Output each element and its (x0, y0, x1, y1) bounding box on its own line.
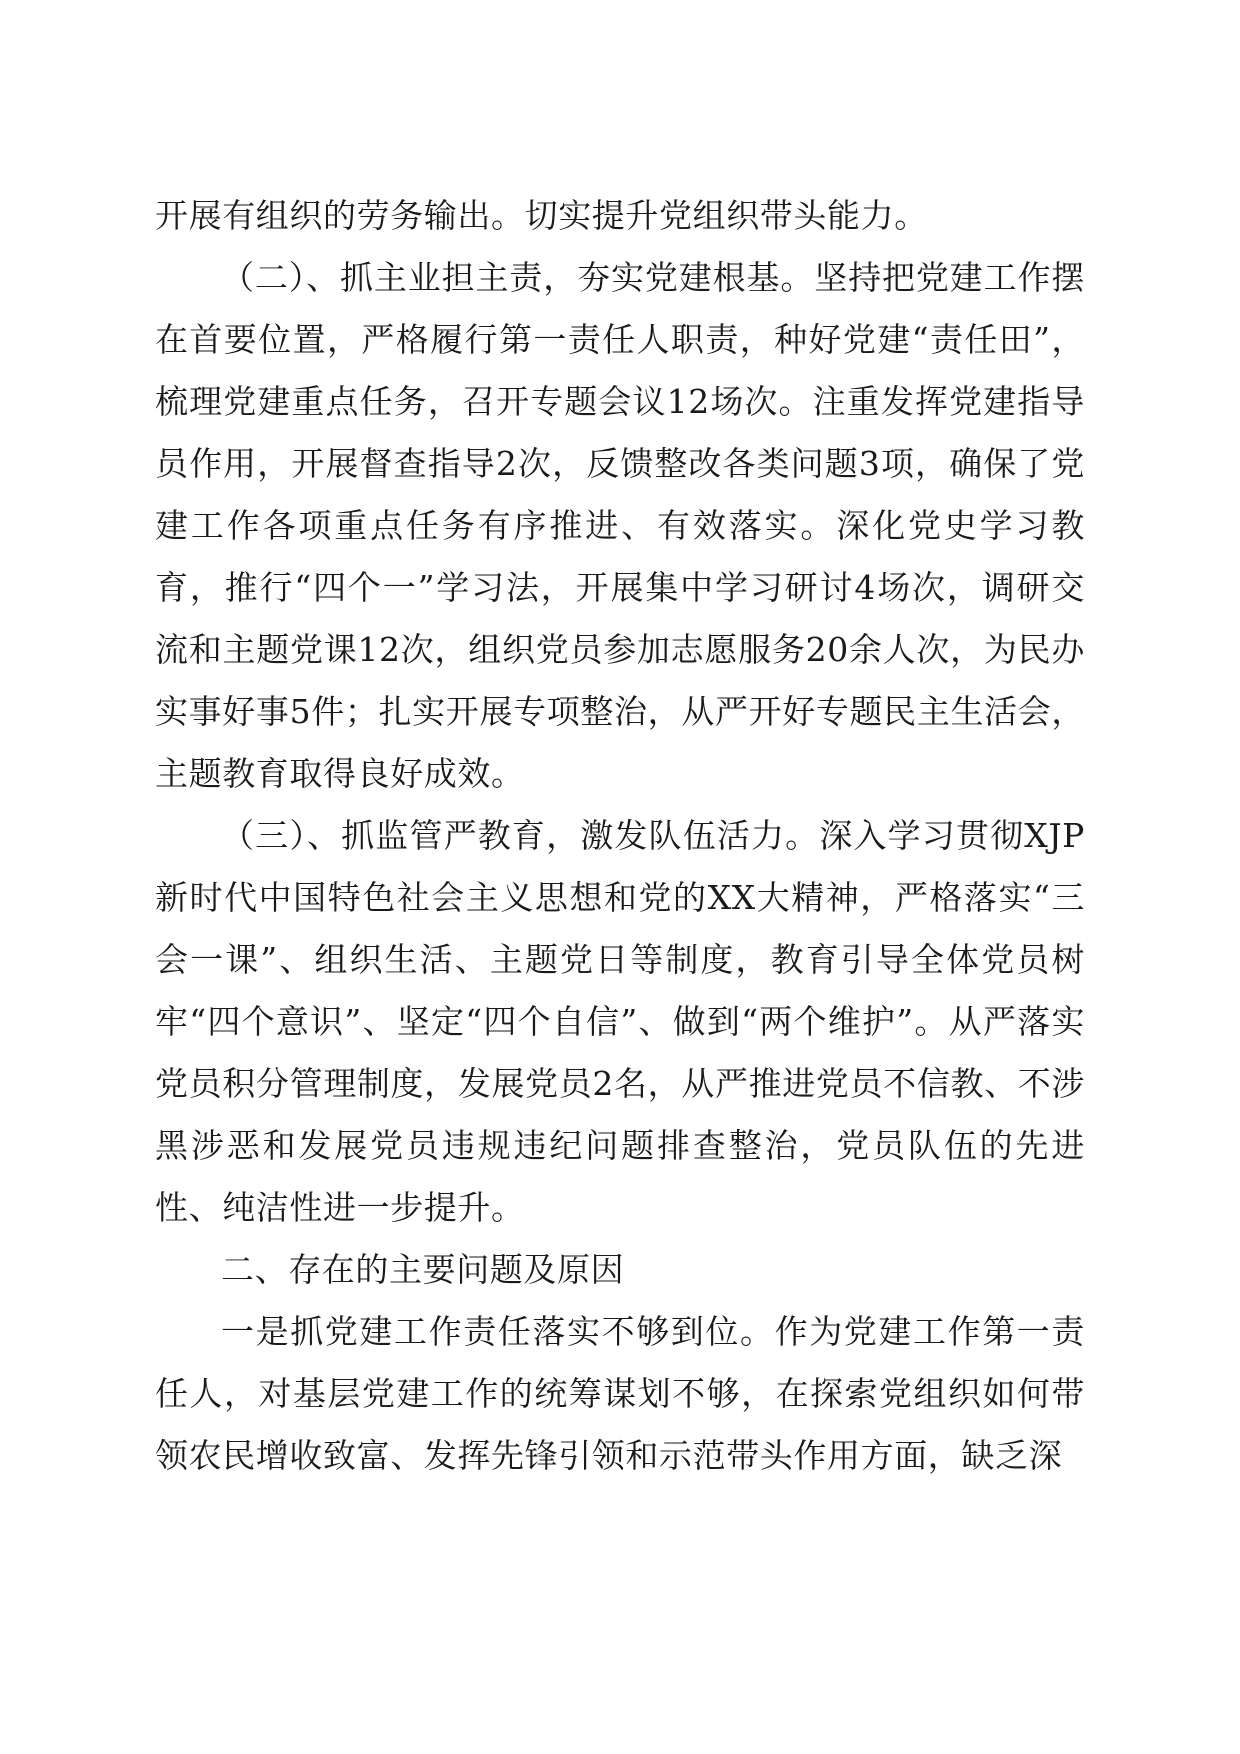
paragraph-section-two: （二）、抓主业担主责，夯实党建根基。坚持把党建工作摆在首要位置，严格履行第一责任人职责，种好党建“责任田”，梳理党建重点任务，召开专题会议12场次。注重发挥党建指导员作用，开展督查指导2次，反馈整改各类问题3项，确保了党建工作各项重点任务有序推进、有效落实。深化党史学习教育，推行“四个一”学习法，开展集中学习研讨4场次，调研交流和主题党课12次，组织党员参加志愿服务20余人次，为民办实事好事5件；扎实开展专项整治，从严开好专题民主生活会，主题教育取得良好成效。 (155, 258, 1085, 793)
document-body (155, 185, 1085, 1487)
heading-main-problems: 二、存在的主要问题及原因 (221, 1250, 625, 1289)
paragraph-section-three: （三）、抓监管严教育，激发队伍活力。深入学习贯彻XJP新时代中国特色社会主义思想和党的XX大精神，严格落实“三会一课”、组织生活、主题党日等制度，教育引导全体党员树牢“四个意识”、坚定“四个自信”、做到“两个维护”。从严落实党员积分管理制度，发展党员2名，从严推进党员不信教、不涉黑涉恶和发展党员违规违纪问题排查整治，党员队伍的先进性、纯洁性进一步提升。 (155, 816, 1085, 1227)
paragraph-continuation: 开展有组织的劳务输出。切实提升党组织带头能力。 (155, 196, 928, 235)
paragraph-problem-one: 一是抓党建工作责任落实不够到位。作为党建工作第一责任人，对基层党建工作的统筹谋划不够，在探索党组织如何带领农民增收致富、发挥先锋引领和示范带头作用方面，缺乏深 (155, 1312, 1085, 1475)
